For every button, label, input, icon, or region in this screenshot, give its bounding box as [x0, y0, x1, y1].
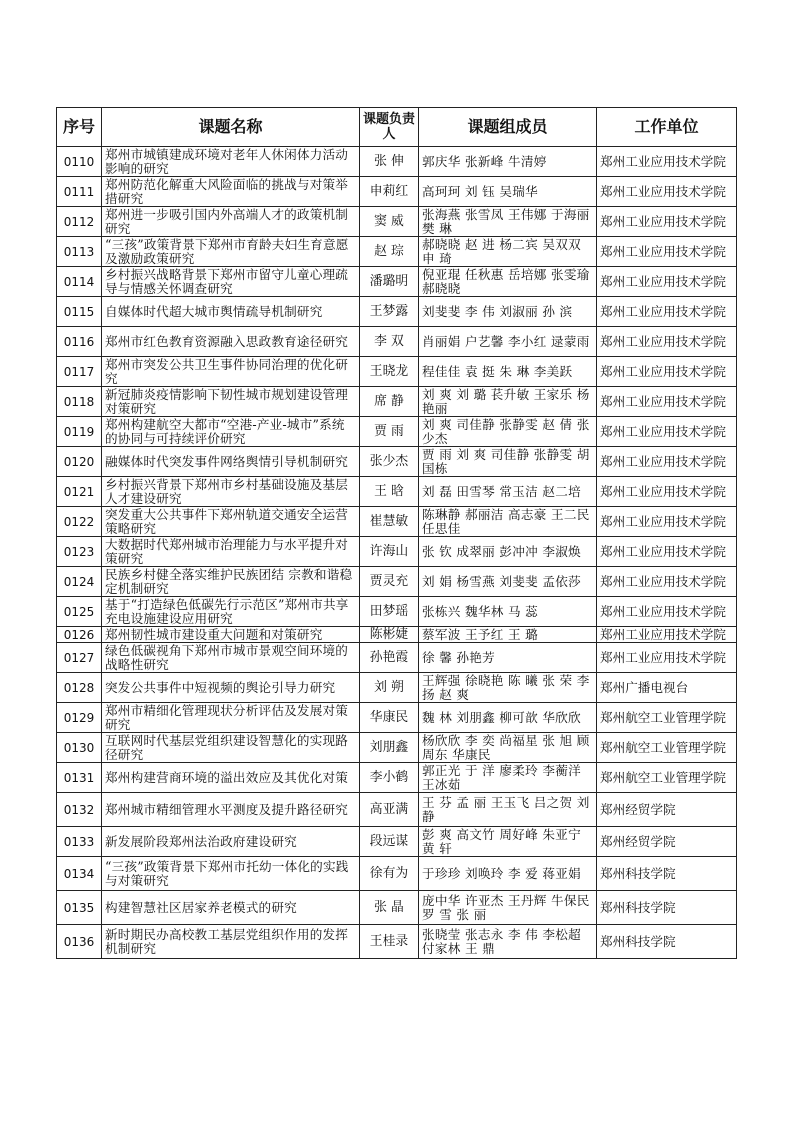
- row-title: 郑州城市精细管理水平测度及提升路径研究: [102, 793, 360, 827]
- row-members: 彭 爽 高文竹 周好峰 朱亚宁 黄 轩: [419, 827, 597, 857]
- row-title: 乡村振兴背景下郑州市乡村基础设施及基层人才建设研究: [102, 477, 360, 507]
- row-title: 大数据时代郑州城市治理能力与水平提升对策研究: [102, 537, 360, 567]
- row-unit: 郑州工业应用技术学院: [597, 147, 737, 177]
- row-members: 杨欣欣 李 奕 尚福星 张 旭 顾周东 华康民: [419, 733, 597, 763]
- row-code: 0112: [57, 207, 102, 237]
- row-unit: 郑州航空工业管理学院: [597, 763, 737, 793]
- row-code: 0116: [57, 327, 102, 357]
- row-code: 0129: [57, 703, 102, 733]
- row-unit: 郑州工业应用技术学院: [597, 597, 737, 627]
- table-row: [57, 417, 737, 447]
- row-members: 贾 雨 刘 爽 司佳静 张静雯 胡国栋: [419, 447, 597, 477]
- table-row: [57, 507, 737, 537]
- row-title: 互联网时代基层党组织建设智慧化的实现路径研究: [102, 733, 360, 763]
- row-code: 0114: [57, 267, 102, 297]
- row-members: 倪亚琨 任秋惠 岳培娜 张雯瑜 郝晓晓: [419, 267, 597, 297]
- table-row: [57, 447, 737, 477]
- row-code: 0120: [57, 447, 102, 477]
- row-leader: 席 静: [360, 387, 419, 417]
- row-leader: 刘 朔: [360, 673, 419, 703]
- row-leader: 许海山: [360, 537, 419, 567]
- table-row: [57, 643, 737, 673]
- row-unit: 郑州工业应用技术学院: [597, 357, 737, 387]
- row-leader: 王桂录: [360, 925, 419, 959]
- table-row: [57, 177, 737, 207]
- row-members: 张海燕 张雪凤 王伟娜 于海丽 樊 琳: [419, 207, 597, 237]
- row-leader: 张 晶: [360, 891, 419, 925]
- row-leader: 王晓龙: [360, 357, 419, 387]
- table-row: [57, 567, 737, 597]
- row-unit: 郑州工业应用技术学院: [597, 207, 737, 237]
- row-code: 0117: [57, 357, 102, 387]
- row-title: 郑州市城镇建成环境对老年人休闲体力活动影响的研究: [102, 147, 360, 177]
- table-row: [57, 827, 737, 857]
- row-members: 王辉强 徐晓艳 陈 曦 张 荣 李 扬 赵 爽: [419, 673, 597, 703]
- row-unit: 郑州工业应用技术学院: [597, 567, 737, 597]
- row-leader: 潘璐明: [360, 267, 419, 297]
- table-row: [57, 147, 737, 177]
- row-unit: 郑州经贸学院: [597, 827, 737, 857]
- table-row: [57, 357, 737, 387]
- table-row: [57, 673, 737, 703]
- row-leader: 赵 琮: [360, 237, 419, 267]
- row-code: 0119: [57, 417, 102, 447]
- header-unit: 工作单位: [597, 108, 737, 147]
- row-members: 于珍珍 刘唤玲 李 爱 蒋亚娟: [419, 857, 597, 891]
- header-leader: 课题负责人: [360, 108, 419, 147]
- row-code: 0113: [57, 237, 102, 267]
- row-code: 0132: [57, 793, 102, 827]
- row-members: 刘 爽 司佳静 张静雯 赵 倩 张少杰: [419, 417, 597, 447]
- row-unit: 郑州工业应用技术学院: [597, 537, 737, 567]
- row-leader: 徐有为: [360, 857, 419, 891]
- row-code: 0134: [57, 857, 102, 891]
- table-row: [57, 857, 737, 891]
- row-code: 0133: [57, 827, 102, 857]
- row-members: 蔡军波 王予红 王 璐: [419, 627, 597, 643]
- table-row: [57, 207, 737, 237]
- header-code: 序号: [57, 108, 102, 147]
- row-members: 郭正光 于 洋 廖柔玲 李蘅洋 王冰茹: [419, 763, 597, 793]
- row-members: 张晓莹 张志永 李 伟 李松超 付家林 王 鼎: [419, 925, 597, 959]
- row-members: 刘 磊 田雪琴 常玉洁 赵二培: [419, 477, 597, 507]
- project-table: [56, 107, 737, 959]
- row-title: 突发重大公共事件下郑州轨道交通安全运营策略研究: [102, 507, 360, 537]
- row-leader: 张少杰: [360, 447, 419, 477]
- row-leader: 崔慧敏: [360, 507, 419, 537]
- row-title: 郑州市突发公共卫生事件协同治理的优化研究: [102, 357, 360, 387]
- row-leader: 李小鹤: [360, 763, 419, 793]
- row-leader: 陈彬婕: [360, 627, 419, 643]
- row-members: 张 钦 成翠丽 彭冲冲 李淑焕: [419, 537, 597, 567]
- row-members: 陈琳静 郝丽洁 高志豪 王二民 任思佳: [419, 507, 597, 537]
- table-row: [57, 733, 737, 763]
- header-members: 课题组成员: [419, 108, 597, 147]
- row-code: 0131: [57, 763, 102, 793]
- row-unit: 郑州工业应用技术学院: [597, 643, 737, 673]
- table-row: [57, 703, 737, 733]
- row-code: 0130: [57, 733, 102, 763]
- row-title: 郑州构建营商环境的溢出效应及其优化对策: [102, 763, 360, 793]
- table-row: [57, 793, 737, 827]
- row-leader: 窦 威: [360, 207, 419, 237]
- row-title: “三孩”政策背景下郑州市托幼一体化的实践与对策研究: [102, 857, 360, 891]
- row-members: 高珂珂 刘 钰 吴瑞华: [419, 177, 597, 207]
- row-leader: 贾灵充: [360, 567, 419, 597]
- row-title: 郑州进一步吸引国内外高端人才的政策机制研究: [102, 207, 360, 237]
- table-row: [57, 925, 737, 959]
- row-title: 自媒体时代超大城市舆情疏导机制研究: [102, 297, 360, 327]
- row-members: 魏 林 刘朋鑫 柳可歆 华欣欣: [419, 703, 597, 733]
- row-code: 0125: [57, 597, 102, 627]
- row-code: 0115: [57, 297, 102, 327]
- row-unit: 郑州工业应用技术学院: [597, 627, 737, 643]
- row-code: 0124: [57, 567, 102, 597]
- row-unit: 郑州工业应用技术学院: [597, 477, 737, 507]
- row-members: 刘斐斐 李 伟 刘淑丽 孙 滨: [419, 297, 597, 327]
- row-members: 刘 爽 刘 璐 苌升敏 王家乐 杨艳丽: [419, 387, 597, 417]
- row-title: 郑州韧性城市建设重大问题和对策研究: [102, 627, 360, 643]
- row-title: 民族乡村健全落实维护民族团结 宗教和谐稳定机制研究: [102, 567, 360, 597]
- table-row: [57, 327, 737, 357]
- row-code: 0128: [57, 673, 102, 703]
- table-row: [57, 627, 737, 643]
- row-title: “三孩”政策背景下郑州市育龄夫妇生育意愿及激励政策研究: [102, 237, 360, 267]
- row-code: 0126: [57, 627, 102, 643]
- table-row: [57, 763, 737, 793]
- row-title: 乡村振兴战略背景下郑州市留守儿童心理疏导与情感关怀调查研究: [102, 267, 360, 297]
- row-unit: 郑州工业应用技术学院: [597, 237, 737, 267]
- table-row: [57, 477, 737, 507]
- row-members: 刘 娟 杨雪燕 刘斐斐 孟依莎: [419, 567, 597, 597]
- row-code: 0122: [57, 507, 102, 537]
- row-leader: 孙艳霞: [360, 643, 419, 673]
- row-leader: 高亚满: [360, 793, 419, 827]
- row-unit: 郑州经贸学院: [597, 793, 737, 827]
- row-members: 郭庆华 张新峰 牛清婷: [419, 147, 597, 177]
- row-code: 0111: [57, 177, 102, 207]
- row-title: 郑州防范化解重大风险面临的挑战与对策举措研究: [102, 177, 360, 207]
- row-unit: 郑州科技学院: [597, 857, 737, 891]
- row-code: 0127: [57, 643, 102, 673]
- row-code: 0110: [57, 147, 102, 177]
- row-title: 融媒体时代突发事件网络舆情引导机制研究: [102, 447, 360, 477]
- table-row: [57, 237, 737, 267]
- row-title: 新发展阶段郑州法治政府建设研究: [102, 827, 360, 857]
- table-row: [57, 537, 737, 567]
- row-unit: 郑州广播电视台: [597, 673, 737, 703]
- table-row: [57, 267, 737, 297]
- row-leader: 段远谋: [360, 827, 419, 857]
- table-row: [57, 597, 737, 627]
- row-leader: 贾 雨: [360, 417, 419, 447]
- row-unit: 郑州工业应用技术学院: [597, 417, 737, 447]
- row-title: 郑州市精细化管理现状分析评估及发展对策研究: [102, 703, 360, 733]
- row-title: 郑州市红色教育资源融入思政教育途径研究: [102, 327, 360, 357]
- row-unit: 郑州工业应用技术学院: [597, 387, 737, 417]
- row-unit: 郑州航空工业管理学院: [597, 703, 737, 733]
- row-code: 0135: [57, 891, 102, 925]
- row-leader: 刘朋鑫: [360, 733, 419, 763]
- header-title: 课题名称: [102, 108, 360, 147]
- row-leader: 申莉红: [360, 177, 419, 207]
- row-leader: 田梦瑶: [360, 597, 419, 627]
- row-unit: 郑州科技学院: [597, 891, 737, 925]
- row-unit: 郑州工业应用技术学院: [597, 327, 737, 357]
- table-row: [57, 297, 737, 327]
- row-code: 0121: [57, 477, 102, 507]
- row-members: 郝晓晓 赵 进 杨二宾 吴双双 申 琦: [419, 237, 597, 267]
- row-unit: 郑州工业应用技术学院: [597, 267, 737, 297]
- row-title: 新时期民办高校教工基层党组织作用的发挥机制研究: [102, 925, 360, 959]
- row-title: 郑州构建航空大都市“空港-产业-城市”系统的协同与可持续评价研究: [102, 417, 360, 447]
- row-members: 张栋兴 魏华林 马 蕊: [419, 597, 597, 627]
- row-title: 突发公共事件中短视频的舆论引导力研究: [102, 673, 360, 703]
- row-unit: 郑州航空工业管理学院: [597, 733, 737, 763]
- row-members: 徐 馨 孙艳芳: [419, 643, 597, 673]
- row-members: 程佳佳 袁 挺 朱 琳 李美跃: [419, 357, 597, 387]
- row-unit: 郑州工业应用技术学院: [597, 297, 737, 327]
- row-leader: 王梦露: [360, 297, 419, 327]
- row-unit: 郑州工业应用技术学院: [597, 507, 737, 537]
- row-code: 0123: [57, 537, 102, 567]
- row-leader: 华康民: [360, 703, 419, 733]
- header-row: [57, 108, 737, 147]
- row-title: 绿色低碳视角下郑州市城市景观空间环境的战略性研究: [102, 643, 360, 673]
- row-code: 0136: [57, 925, 102, 959]
- row-code: 0118: [57, 387, 102, 417]
- table-row: [57, 891, 737, 925]
- row-members: 王 芬 孟 丽 王玉飞 吕之贺 刘 静: [419, 793, 597, 827]
- table-row: [57, 387, 737, 417]
- row-title: 新冠肺炎疫情影响下韧性城市规划建设管理对策研究: [102, 387, 360, 417]
- row-unit: 郑州工业应用技术学院: [597, 177, 737, 207]
- row-leader: 李 双: [360, 327, 419, 357]
- row-leader: 张 伸: [360, 147, 419, 177]
- row-members: 肖丽娟 户艺馨 李小红 逯蒙雨: [419, 327, 597, 357]
- row-members: 庞中华 许亚杰 王丹辉 牛保民 罗 雪 张 丽: [419, 891, 597, 925]
- row-leader: 王 晗: [360, 477, 419, 507]
- row-unit: 郑州工业应用技术学院: [597, 447, 737, 477]
- row-title: 基于“打造绿色低碳先行示范区”郑州市共享充电设施建设应用研究: [102, 597, 360, 627]
- row-unit: 郑州科技学院: [597, 925, 737, 959]
- row-title: 构建智慧社区居家养老模式的研究: [102, 891, 360, 925]
